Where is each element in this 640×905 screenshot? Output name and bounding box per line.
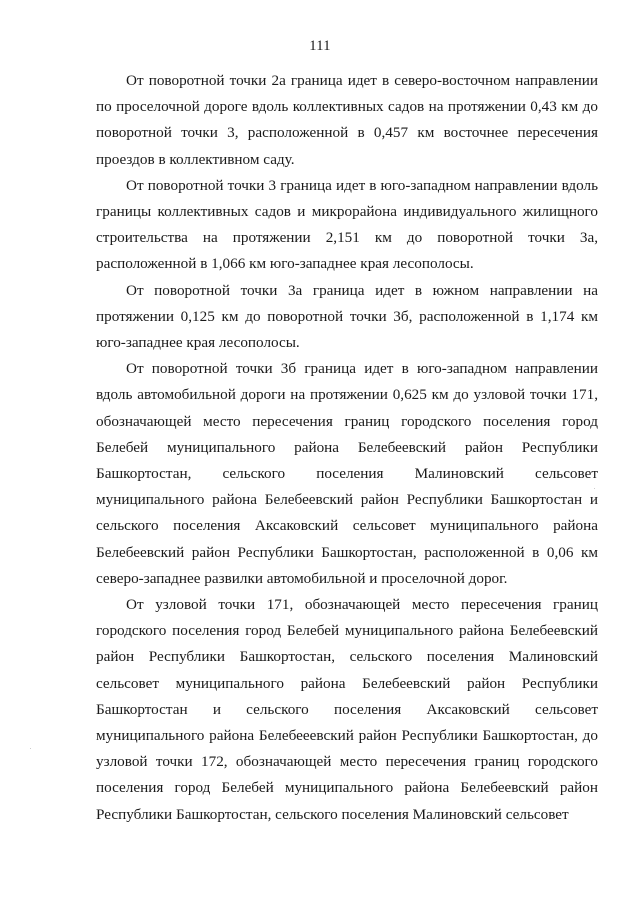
scan-speck [594, 488, 595, 489]
paragraph-4: От поворотной точки 3б граница идет в юго-западном направлении вдоль автомобильной дороги на протяжении 0,625 км до узловой точки 171, обозначающей место пересечения границ городского поселения город Белебей муниципального района Белебеевский район Республики Башкортостан, сельского поселения Малиновский сельсовет муниципального района Белебеевский район Республики Башкортостан и сельского поселения Аксаковский сельсовет муниципального района Белебеевский район Республики Башкортостан, расположенной в 0,06 км северо-западнее развилки автомобильной и проселочной дорог. [96, 360, 598, 587]
paragraph-5: От узловой точки 171, обозначающей место пересечения границ городского поселения город Белебей муниципального района Белебеевский район Республики Башкортостан, сельского поселения Малиновский сельсовет муниципального района Белебеевский район Республики Башкортостан и сельского поселения Аксаковский сельсовет муниципального района Белебееевский район Республики Башкортостан, до узловой точки 172, обозначающей место пересечения границ городского поселения город Белебей муниципального района Белебеевский район Республики Башкортостан, сельского поселения Малиновский сельсовет [96, 596, 598, 823]
paragraph-2: От поворотной точки 3 граница идет в юго-западном направлении вдоль границы коллективных садов и микрорайона индивидуального жилищного строительства на протяжении 2,151 км до поворотной точки 3а, расположенной в 1,066 км юго-западнее края лесополосы. [96, 176, 598, 273]
paragraph-1: От поворотной точки 2а граница идет в северо-восточном направлении по проселочной дороге вдоль коллективных садов на протяжении 0,43 км до поворотной точки 3, расположенной в 0,457 км восточнее пересечения проездов в коллективном саду. [96, 72, 598, 168]
page-number: 111 [309, 38, 331, 54]
document-body [96, 68, 598, 828]
paragraph-3: От поворотной точки 3а граница идет в южном направлении на протяжении 0,125 км до поворотной точки 3б, расположенной в 1,174 км юго-западнее края лесополосы. [96, 281, 598, 352]
scan-speck [30, 748, 31, 749]
